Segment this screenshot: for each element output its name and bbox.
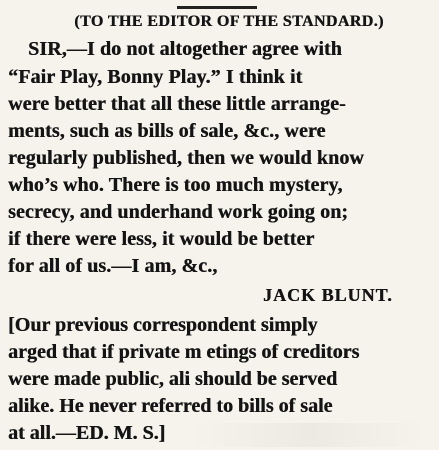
bleed-through-smudge — [190, 423, 430, 447]
editor-note-line-4: alike. He never referred to bills of sale — [8, 395, 333, 417]
top-rule — [177, 6, 257, 9]
body-line-4: ments, such as bills of sale, &c., were — [8, 120, 326, 142]
body-line-7: secrecy, and underhand work going on; — [8, 201, 349, 223]
editor-note-line-3: were made public, ali should be served — [8, 368, 338, 390]
body-line-2: “Fair Play, Bonny Play.” I think it — [8, 66, 303, 88]
body-line-1: SIR,—I do not altogether agree with — [28, 38, 342, 60]
body-line-6: who’s who. There is too much mystery, — [8, 174, 343, 196]
letter-heading: (TO THE EDITOR OF THE STANDARD.) — [74, 13, 384, 30]
body-line-9: for all of us.—I am, &c., — [8, 255, 218, 277]
signature: JACK BLUNT. — [263, 285, 393, 305]
body-line-5: regularly published, then we would know — [8, 147, 364, 169]
editor-note-line-5: at all.—ED. M. S.] — [8, 422, 166, 444]
editor-note-line-2: arged that if private m etings of creditors — [8, 341, 360, 363]
body-line-8: if there were less, it would be better — [8, 228, 315, 250]
body-line-3: were better that all these little arrange- — [8, 93, 346, 115]
editor-note-line-1: [Our previous correspondent simply — [8, 314, 318, 336]
